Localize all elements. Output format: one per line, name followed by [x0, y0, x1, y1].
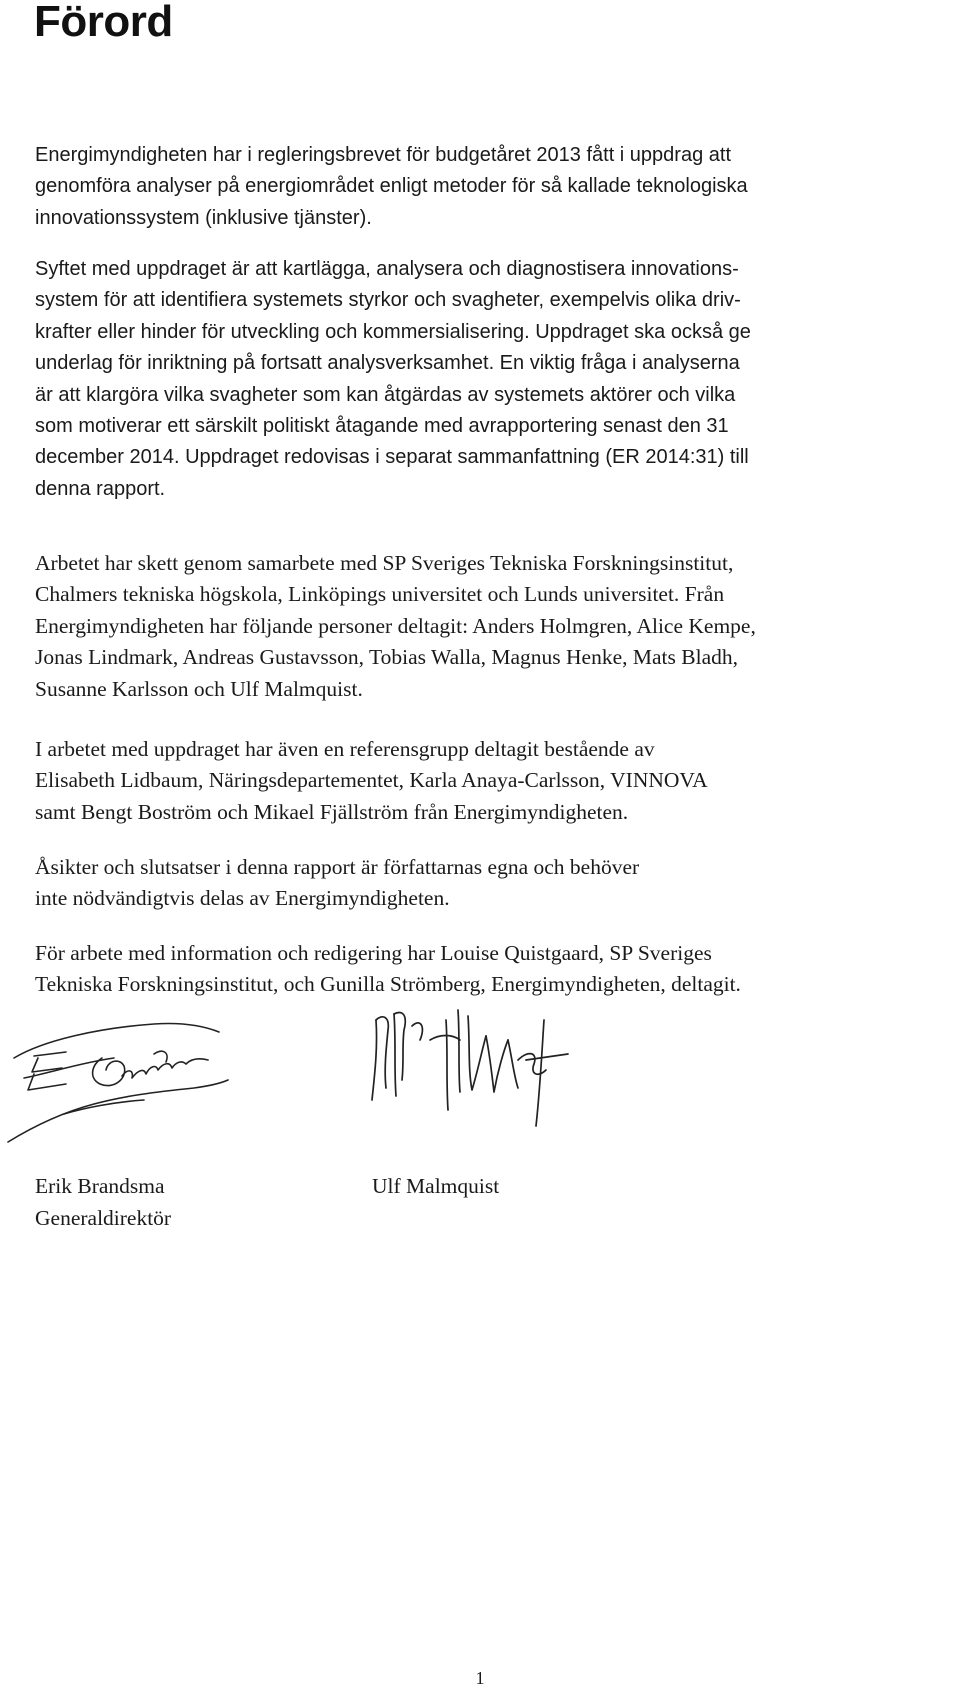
paragraph-editing	[35, 938, 945, 1001]
text-line: innovationssystem (inklusive tjänster).	[35, 206, 372, 229]
text-line: Jonas Lindmark, Andreas Gustavsson, Tobias Walla, Magnus Henke, Mats Bladh,	[35, 645, 738, 670]
paragraph-purpose	[35, 254, 945, 505]
text-line: underlag för inriktning på fortsatt analysverksamhet. En viktig fråga i analyserna	[35, 352, 740, 375]
text-line: system för att identifiera systemets styrkor och svagheter, exempelvis olika driv-	[35, 289, 741, 312]
signatory-role: Generaldirektör	[35, 1206, 172, 1230]
paragraph-disclaimer	[35, 852, 945, 915]
text-line: Chalmers tekniska högskola, Linköpings universitet och Lunds universitet. Från	[35, 582, 725, 607]
text-line: krafter eller hinder för utveckling och kommersialisering. Uppdraget ska också ge	[35, 320, 751, 343]
signatory-name: Erik Brandsma	[35, 1174, 165, 1198]
text-line: som motiverar ett särskilt politiskt åtagande med avrapportering senast den 31	[35, 415, 729, 438]
paragraph-collaboration	[35, 548, 945, 705]
page-title: Förord	[34, 0, 173, 46]
text-line: genomföra analyser på energiområdet enligt metoder för så kallade teknologiska	[35, 175, 748, 198]
text-line: Elisabeth Lidbaum, Näringsdepartementet, Karla Anaya-Carlsson, VINNOVA	[35, 768, 708, 793]
paragraph-reference-group	[35, 734, 945, 828]
page-number: 1	[475, 1668, 485, 1688]
text-line: är att klargöra vilka svagheter som kan åtgärdas av systemets aktörer och vilka	[35, 383, 736, 406]
text-line: Åsikter och slutsatser i denna rapport är författarnas egna och behöver	[35, 855, 640, 879]
text-line: För arbete med information och redigering har Louise Quistgaard, SP Sveriges	[35, 941, 712, 965]
text-line: Arbetet har skett genom samarbete med SP Sveriges Tekniska Forskningsinstitut,	[35, 551, 734, 575]
paragraph-assignment	[35, 140, 945, 234]
text-line: Energimyndigheten har följande personer deltagit: Anders Holmgren, Alice Kempe,	[35, 613, 756, 638]
signatory-erik	[35, 1170, 171, 1234]
signature-erik-brandsma	[4, 1018, 234, 1146]
text-line: Energimyndigheten har i regleringsbrevet för budgetåret 2013 fått i uppdrag att	[35, 144, 731, 166]
signatory-ulf	[372, 1170, 499, 1202]
text-line: denna rapport.	[35, 477, 166, 500]
signatory-name: Ulf Malmquist	[372, 1174, 500, 1198]
text-line: I arbetet med uppdraget har även en referensgrupp deltagit bestående av	[35, 737, 655, 761]
text-line: inte nödvändigtvis delas av Energimyndigheten.	[35, 886, 450, 911]
text-line: samt Bengt Boström och Mikael Fjällström från Energimyndigheten.	[35, 799, 629, 824]
text-line: december 2014. Uppdraget redovisas i separat sammanfattning (ER 2014:31) till	[35, 446, 749, 469]
text-line: Syftet med uppdraget är att kartlägga, analysera och diagnostisera innovations-	[35, 258, 739, 280]
signature-ulf-malmquist	[368, 1000, 578, 1130]
text-line: Susanne Karlsson och Ulf Malmquist.	[35, 676, 363, 701]
text-line: Tekniska Forskningsinstitut, och Gunilla Strömberg, Energimyndigheten, deltagit.	[35, 972, 741, 997]
